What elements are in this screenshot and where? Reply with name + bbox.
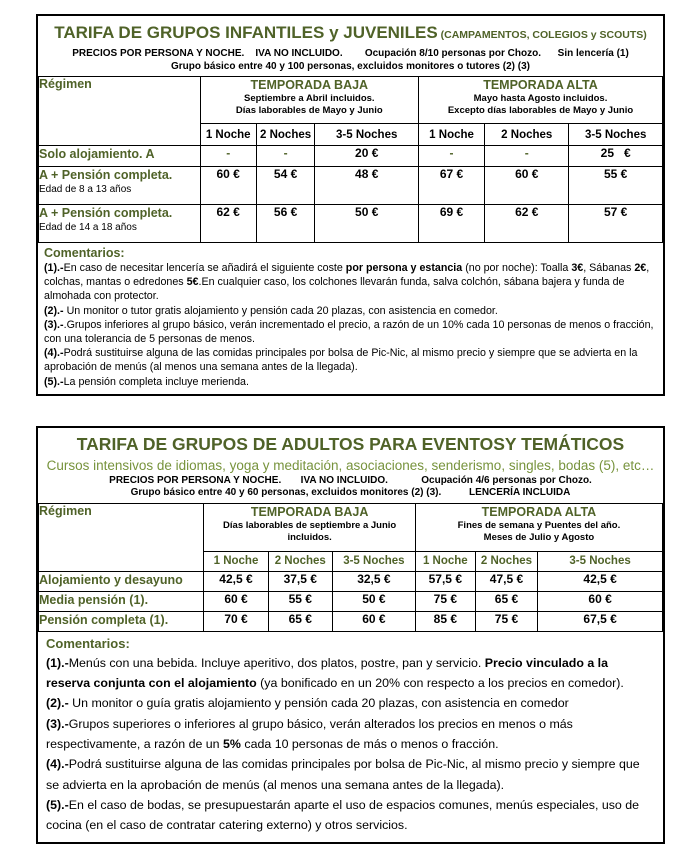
price-cell: 75 € [475,611,537,631]
nights-header: 2 Noches [256,124,315,146]
price-cell: 75 € [415,591,475,611]
box1-info-line-1: PRECIOS POR PERSONA Y NOCHE. IVA NO INCLUIDO. Ocupación 8/10 personas por Chozo. Sin lencería (1) [72,48,629,59]
nights-header: 1 Noche [415,551,475,571]
price-cell: 42,5 € [204,571,268,591]
row-label: Pensión completa (1). [39,611,204,631]
temporada-baja-name: TEMPORADA BAJA [250,78,369,92]
temporada-baja-desc1: Septiembre a Abril incluidos. [244,93,375,104]
price-cell: 60 € [332,611,415,631]
nights-header: 2 Noches [475,551,537,571]
row-label [39,167,201,205]
temporada-baja-desc1: Días laborables de septiembre a Junio [223,519,397,531]
table-row [39,146,663,167]
price-cell: 37,5 € [268,571,332,591]
box2-subtitle: Cursos intensivos de idiomas, yoga y meditación, asociaciones, senderismo, singles, bodas (5), etc… [46,457,655,473]
comment-5: (5).-En el caso de bodas, se presupuestarán aparte el uso de espacios comunes, menús especiales, uso de cocina (en el caso de contratar catering externo) y otros servicios. [46,797,640,833]
table-row [39,571,663,591]
row-label-main: A + Pensión completa. [39,206,173,220]
temporada-alta-desc1: Fines de semana y Puentes del año. [457,519,621,531]
price-cell: - [200,146,256,167]
adultos-tariff-box [36,426,665,844]
row-label: Solo alojamiento. A [39,146,201,167]
price-cell: 54 € [256,167,315,205]
price-cell: 65 € [268,611,332,631]
temporada-alta-desc2: Meses de Julio y Agosto [483,531,595,543]
box1-title-text: TARIFA DE GRUPOS INFANTILES y JUVENILES [54,23,438,42]
price-cell: 55 € [268,591,332,611]
temporada-alta-header [418,77,662,124]
comment-3: (3).-.Grupos inferiores al grupo básico, verán incrementado el precio, a razón de un 10% cada 10 personas de menos o fracción, con una tolerancia de 5 personas de menos. [44,318,654,346]
price-cell: 67,5 € [538,611,663,631]
nights-header: 2 Noches [268,551,332,571]
price-cell: 47,5 € [475,571,537,591]
box1-title [38,20,663,48]
temporada-baja-desc2: Días laborables de Mayo y Junio [235,105,383,116]
comment-1: (1).-En caso de necesitar lencería se añadirá el siguiente coste por persona y estancia (no por noche): Toalla 3€, Sábanas 2€, colchas, mantas o edredones 5€.En cualquier caso, los colchones llevarán funda, salva colchón, sábana bajera y funda de almohada con protector. [44,262,650,303]
temporada-alta-desc1: Mayo hasta Agosto incluidos. [473,93,608,104]
table-row [39,611,663,631]
infantiles-juveniles-tariff-box [36,14,665,396]
nights-header: 3-5 Noches [315,124,419,146]
price-cell: 67 € [418,167,484,205]
box1-header [38,16,663,73]
comment-2: (2).- Un monitor o guía gratis alojamiento y pensión cada 20 plazas, con asistencia en comedor [46,696,569,711]
price-cell: 56 € [256,205,315,243]
adultos-price-table [38,503,663,632]
price-cell: - [418,146,484,167]
nights-header: 3-5 Noches [332,551,415,571]
regimen-header: Régimen [39,77,201,146]
price-cell: 42,5 € [538,571,663,591]
price-cell: 32,5 € [332,571,415,591]
row-label: Alojamiento y desayuno [39,571,204,591]
price-cell: 60 € [204,591,268,611]
nights-header: 2 Noches [485,124,569,146]
temporada-alta-header [415,503,662,551]
table-row [39,167,663,205]
box2-title: TARIFA DE GRUPOS DE ADULTOS PARA EVENTOSY TEMÁTICOS [76,433,625,454]
price-cell: 55 € [569,167,663,205]
temporada-alta-name: TEMPORADA ALTA [481,504,597,519]
row-label-sub: Edad de 8 a 13 años [39,184,132,195]
temporada-alta-name: TEMPORADA ALTA [483,78,598,92]
price-cell: 62 € [485,205,569,243]
temporada-baja-name: TEMPORADA BAJA [250,504,369,519]
box1-title-suffix: (CAMPAMENTOS, COLEGIOS y SCOUTS) [437,29,647,41]
comment-2: (2).- Un monitor o tutor gratis alojamiento y pensión cada 20 plazas, con asistencia en comedor. [44,304,498,317]
price-cell: 60 € [538,591,663,611]
price-cell: 70 € [204,611,268,631]
price-cell: - [485,146,569,167]
price-cell: 57,5 € [415,571,475,591]
comment-5: (5).-La pensión completa incluye merienda. [44,375,249,388]
price-cell: 50 € [315,205,419,243]
box2-header [38,428,663,500]
temporada-baja-header [204,503,416,551]
row-label-main: A + Pensión completa. [39,168,173,182]
box2-info-line-2: Grupo básico entre 40 y 60 personas, excluidos monitores (2) (3). LENCERÍA INCLUIDA [130,487,571,499]
price-cell: 69 € [418,205,484,243]
price-cell: 25 € [569,146,663,167]
row-label: Media pensión (1). [39,591,204,611]
price-cell: 20 € [315,146,419,167]
comment-3: (3).-Grupos superiores o inferiores al grupo básico, verán alterados los precios en menos o más respectivamente, a razón de un 5% cada 10 personas de más o menos o fracción. [46,716,573,752]
comments-title: Comentarios: [44,246,125,260]
box2-info-line-1: PRECIOS POR PERSONA Y NOCHE. IVA NO INCLUIDO. Ocupación 4/6 personas por Chozo. [109,474,592,486]
nights-header: 1 Noche [418,124,484,146]
box1-comments [38,243,663,394]
box1-info-line-2: Grupo básico entre 40 y 100 personas, excluidos monitores o tutores (2) (3) [171,60,530,72]
row-label-sub: Edad de 14 a 18 años [39,222,137,233]
price-cell: 57 € [569,205,663,243]
temporada-alta-desc2: Excepto días laborables de Mayo y Junio [447,105,634,116]
price-cell: 48 € [315,167,419,205]
comments-title: Comentarios: [46,635,130,651]
nights-header: 1 Noche [200,124,256,146]
temporada-baja-desc2: incluidos. [287,531,332,543]
nights-header: 1 Noche [204,551,268,571]
table-row [39,205,663,243]
infantiles-price-table [38,76,663,243]
price-cell: 85 € [415,611,475,631]
comment-1: (1).-Menús con una bebida. Incluye aperitivo, dos platos, postre, pan y servicio. Precio vinculado a la reserva conjunta con el alojamiento (ya bonificado en un 20% con respecto a los precios en comedor). [46,655,624,691]
row-label [39,205,201,243]
nights-header: 3-5 Noches [569,124,663,146]
table-row [39,591,663,611]
price-cell: 50 € [332,591,415,611]
comment-4: (4).-Podrá sustituirse alguna de las comidas principales por bolsa de Pic-Nic, al mismo precio y siempre que se advierta en la aprobación de menús (al menos una semana antes de la llegada). [44,347,638,374]
price-cell: 60 € [200,167,256,205]
price-cell: 62 € [200,205,256,243]
price-cell: - [256,146,315,167]
price-cell: 60 € [485,167,569,205]
nights-header: 3-5 Noches [538,551,663,571]
comment-4: (4).-Podrá sustituirse alguna de las comidas principales por bolsa de Pic-Nic, al mismo precio y siempre que se advierta en la aprobación de menús (al menos una semana antes de la llegada). [46,757,640,792]
temporada-baja-header [200,77,418,124]
price-cell: 65 € [475,591,537,611]
regimen-header: Régimen [39,503,204,571]
box2-comments [38,632,663,842]
